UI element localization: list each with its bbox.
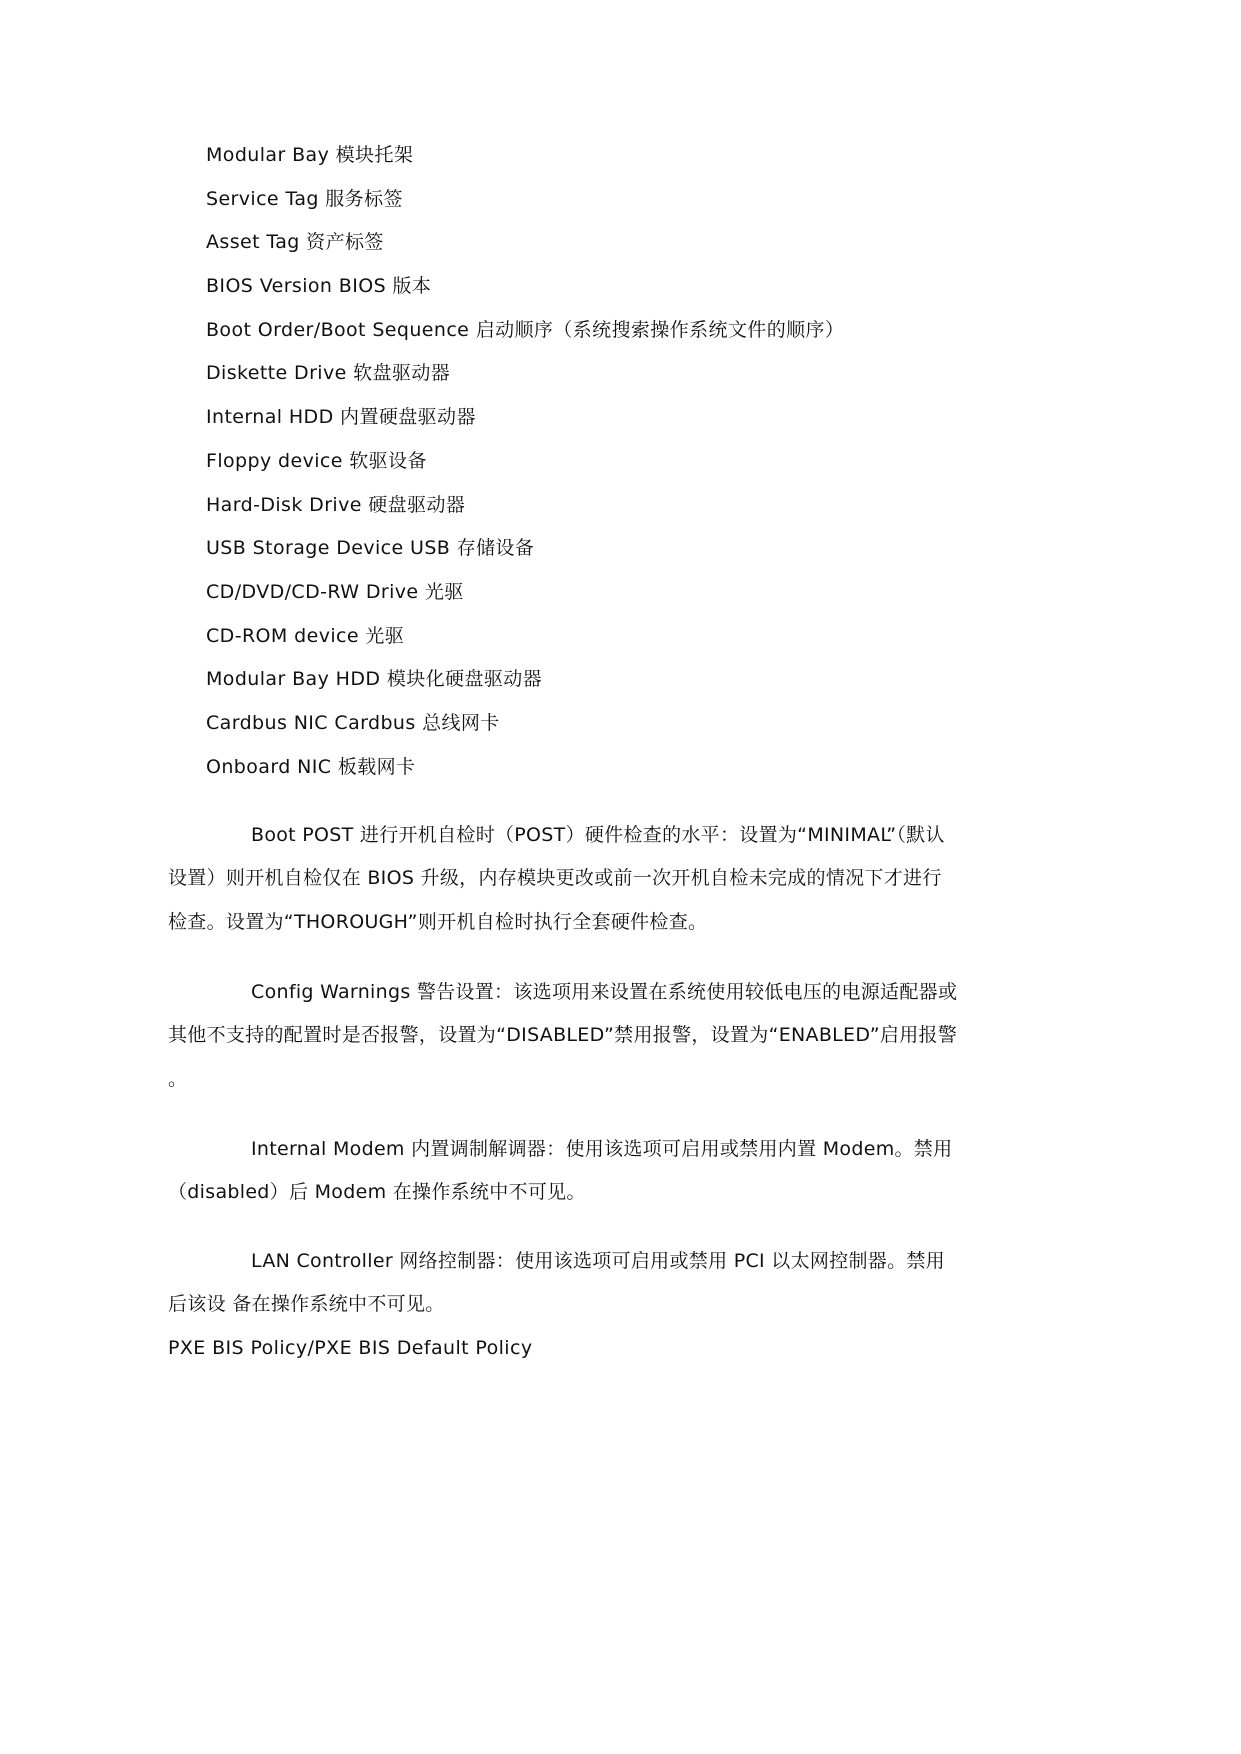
term-hard-disk-drive: Hard-Disk Drive 硬盘驱动器 — [206, 493, 466, 516]
paragraph-boot-post: Boot POST 进行开机自检时（POST）硬件检查的水平：设置为“MINIMAL”（默认设置）则开机自检仅在 BIOS 升级，内存模块更改或前一次开机自检未完成的情况下才进行检查。设置为“THOROUGH”则开机自检时执行全套硬件检查。 — [168, 824, 945, 933]
term-cardbus-nic: Cardbus NIC Cardbus 总线网卡 — [206, 711, 500, 734]
term-diskette-drive: Diskette Drive 软盘驱动器 — [206, 362, 451, 385]
term-modular-bay: Modular Bay 模块托架 — [206, 144, 414, 166]
term-cd-rom-device: CD-ROM device 光驱 — [206, 624, 405, 647]
term-floppy-device: Floppy device 软驱设备 — [206, 449, 427, 472]
term-asset-tag: Asset Tag 资产标签 — [206, 231, 384, 254]
term-modular-bay-hdd: Modular Bay HDD 模块化硬盘驱动器 — [206, 668, 543, 691]
term-cd-dvd-drive: CD/DVD/CD-RW Drive 光驱 — [206, 580, 464, 603]
paragraph-internal-modem: Internal Modem 内置调制解调器：使用该选项可启用或禁用内置 Modem。禁用（disabled）后 Modem 在操作系统中不可见。 — [168, 1138, 953, 1204]
term-internal-hdd: Internal HDD 内置硬盘驱动器 — [206, 406, 476, 429]
paragraph-config-warnings: Config Warnings 警告设置：该选项用来设置在系统使用较低电压的电源适配器或其他不支持的配置时是否报警，设置为“DISABLED”禁用报警，设置为“ENABLED”启用报警 。 — [168, 981, 958, 1090]
term-onboard-nic: Onboard NIC 板载网卡 — [206, 755, 416, 778]
pxe-bis-policy-heading: PXE BIS Policy/PXE BIS Default Policy — [168, 1337, 533, 1359]
term-usb-storage-device: USB Storage Device USB 存储设备 — [206, 537, 535, 560]
term-service-tag: Service Tag 服务标签 — [206, 187, 403, 210]
term-boot-order: Boot Order/Boot Sequence 启动顺序（系统搜索操作系统文件的顺序） — [206, 318, 845, 341]
term-bios-version: BIOS Version BIOS 版本 — [206, 275, 432, 298]
bios-term-list — [206, 140, 844, 795]
paragraph-lan-controller: LAN Controller 网络控制器：使用该选项可启用或禁用 PCI 以太网控制器。禁用后该设 备在操作系统中不可见。 — [168, 1250, 945, 1316]
